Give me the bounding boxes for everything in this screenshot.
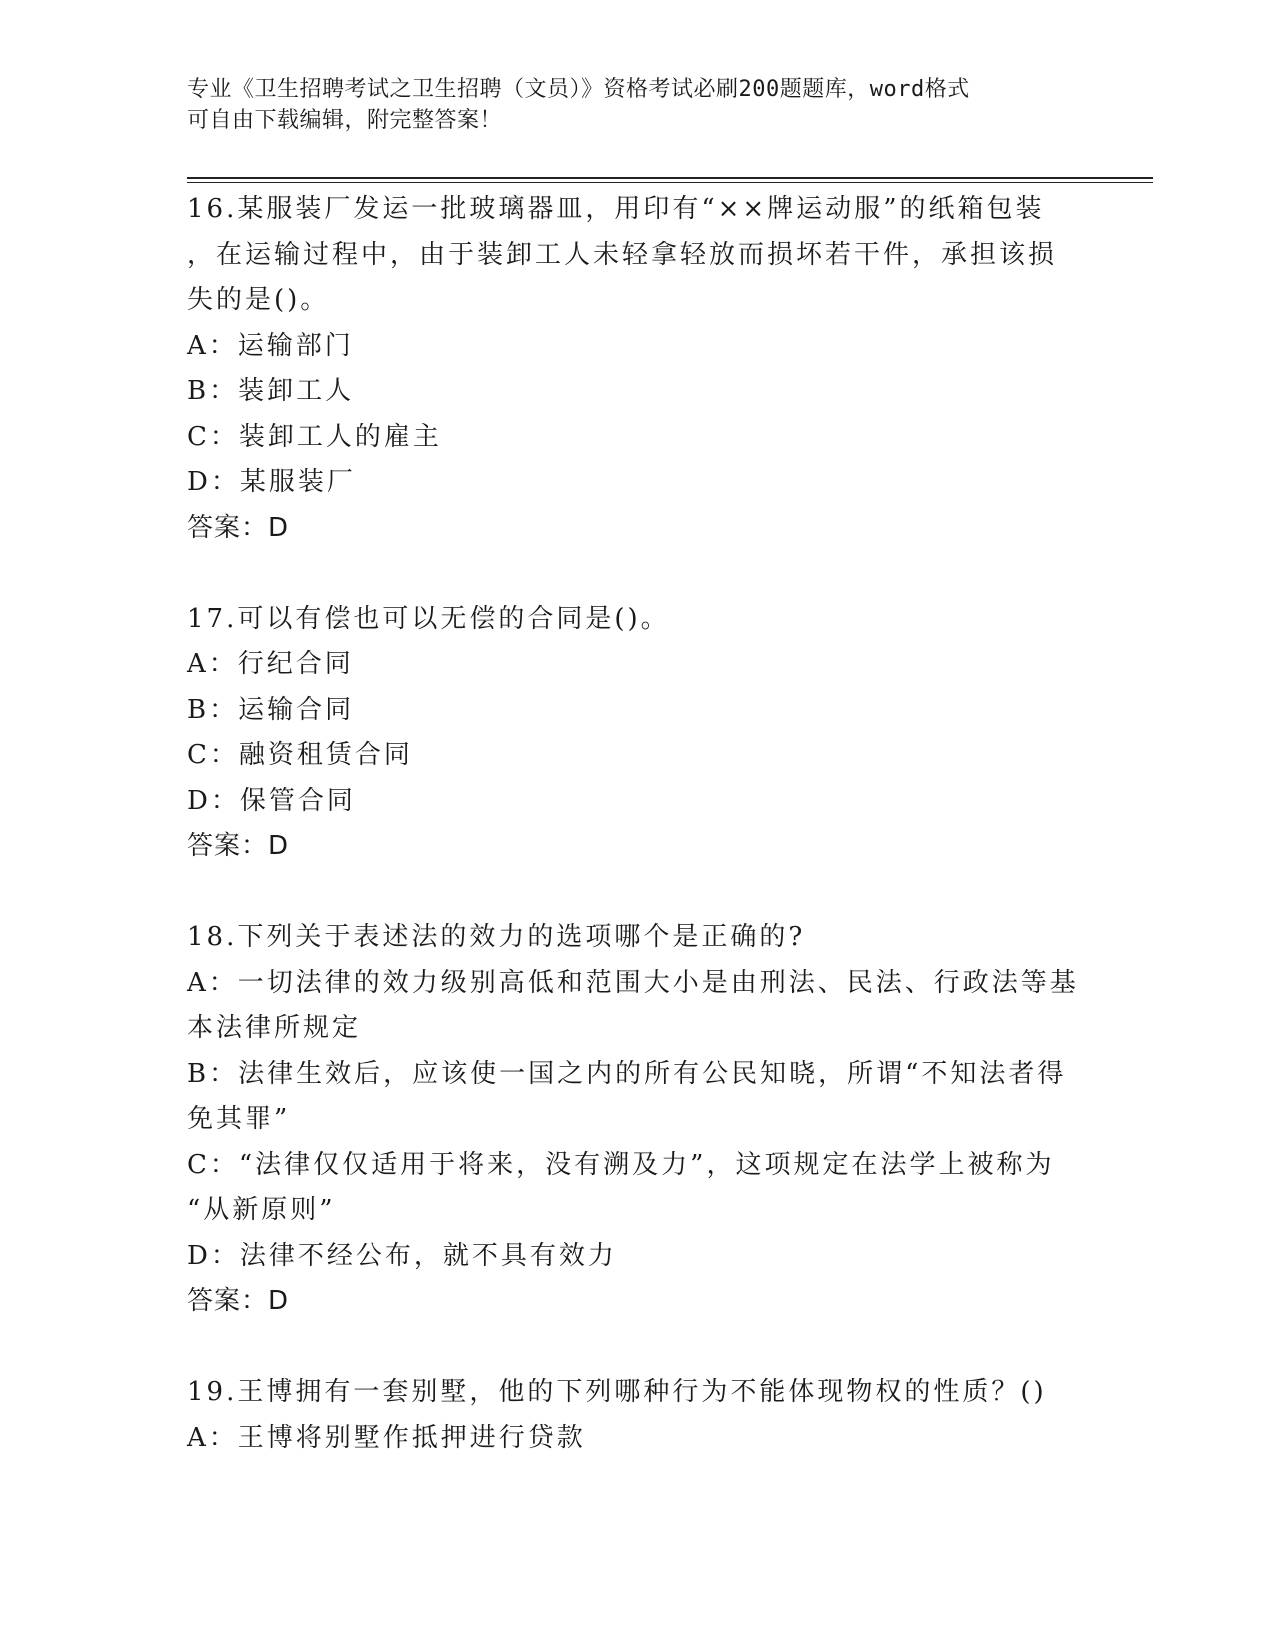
option-c: C：融资租赁合同 [187, 740, 413, 770]
question-text: 失的是()。 [187, 285, 330, 315]
question-list [187, 187, 1087, 1507]
question-17 [187, 597, 1087, 870]
question-19 [187, 1370, 1087, 1461]
question-16 [187, 187, 1087, 551]
question-text: 18.下列关于表述法的效力的选项哪个是正确的? [187, 922, 806, 952]
answer: 答案：D [187, 512, 290, 543]
option-d: D：某服装厂 [187, 467, 356, 497]
option-b: B：装卸工人 [187, 376, 355, 406]
question-18 [187, 915, 1087, 1325]
option-a: A：一切法律的效力级别高低和范围大小是由刑法、民法、行政法等基 [187, 967, 1079, 998]
option-a: A：运输部门 [187, 330, 354, 361]
answer: 答案：D [187, 1286, 290, 1316]
question-text: 16.某服装厂发运一批玻璃器皿，用印有“××牌运动服”的纸箱包装 [187, 194, 1045, 224]
header-divider [187, 177, 1153, 179]
question-text: 19.王博拥有一套别墅，他的下列哪种行为不能体现物权的性质？() [187, 1377, 1047, 1407]
question-text: ，在运输过程中，由于装卸工人未轻拿轻放而损坏若干件，承担该损 [187, 239, 1058, 270]
option-c-cont: “从新原则” [187, 1195, 336, 1225]
option-b: B：法律生效后，应该使一国之内的所有公民知晓，所谓“不知法者得 [187, 1058, 1067, 1089]
option-a: A：行纪合同 [187, 649, 354, 679]
header-divider-thin [187, 182, 1153, 183]
option-b-cont: 免其罪” [187, 1104, 291, 1134]
option-a-cont: 本法律所规定 [187, 1013, 362, 1043]
option-b: B：运输合同 [187, 694, 355, 725]
answer: 答案：D [187, 831, 290, 861]
question-text: 17.可以有偿也可以无偿的合同是()。 [187, 603, 670, 634]
header-line: 可自由下载编辑，附完整答案！ [187, 108, 503, 133]
document-header [187, 74, 1067, 136]
option-d: D：保管合同 [187, 785, 356, 816]
header-line: 专业《卫生招聘考试之卫生招聘（文员）》资格考试必刷200题题库，word格式 [187, 77, 970, 102]
option-c: C：“法律仅仅适用于将来，没有溯及力”，这项规定在法学上被称为 [187, 1149, 1055, 1180]
option-c: C：装卸工人的雇主 [187, 421, 442, 452]
option-d: D：法律不经公布，就不具有效力 [187, 1240, 617, 1271]
option-a: A：王博将别墅作抵押进行贷款 [187, 1422, 586, 1453]
